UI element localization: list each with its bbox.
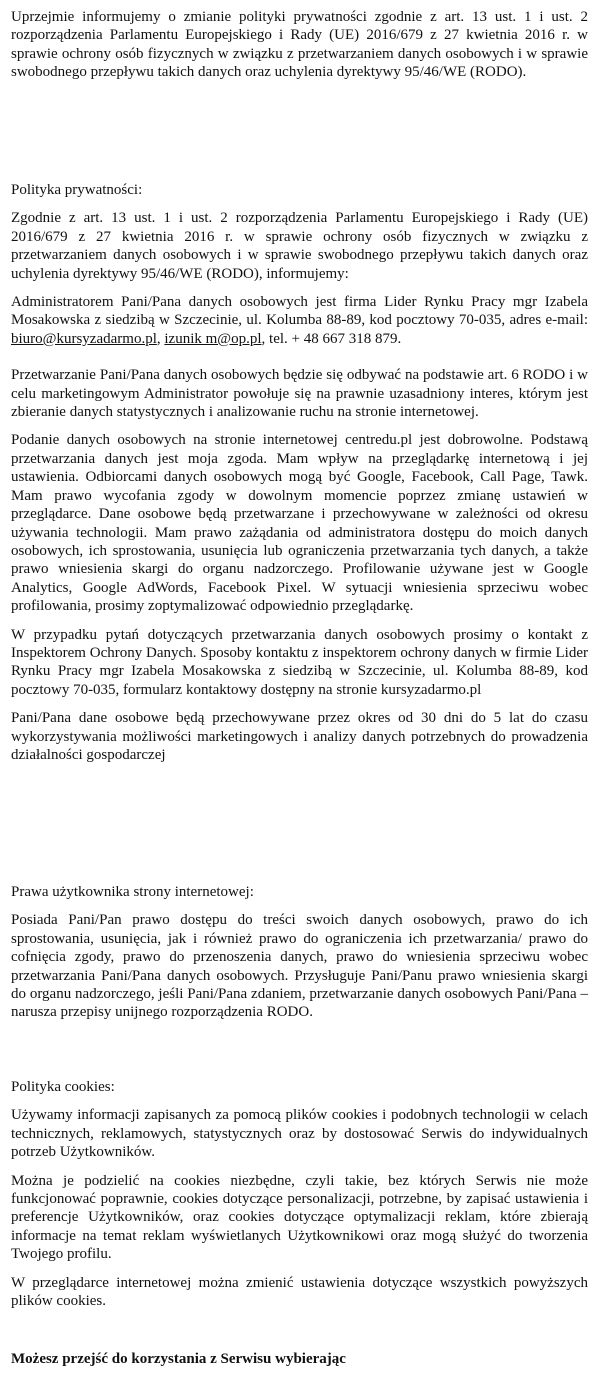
intro-paragraph: Uprzejmie informujemy o zmianie polityki prywatności zgodnie z art. 13 ust. 1 i ust. 2 rozporządzenia Parlamentu Europejskiego i Rady (UE) 2016/679 z 27 kwietnia 2016 r. w sprawie ochrony osób fizycznych w związku z przetwarzaniem danych osobowych i w sprawie swobodnego przepływu takich danych oraz uchylenia dyrektywy 95/46/WE (RODO).: [11, 9, 588, 81]
service-access-note: Możesz przejść do korzystania z Serwisu wybierając: [11, 1351, 346, 1367]
cookies-section: [11, 1078, 588, 1320]
cookies-types-paragraph: Można je podzielić na cookies niezbędne, czyli takie, bez których Serwis nie może funkcjonować poprawnie, cookies dotyczące personalizacji, potrzebne, by zapisać ustawienia i preferencje Użytkowników, oraz cookies dotyczące optymalizacji reklam, które zbierają informacje na temat reklam wyświetlanych Użytkownikowi oraz mogą służyć do tworzenia Twojego profilu.: [11, 1172, 588, 1263]
cookies-heading: Polityka cookies:: [11, 1079, 115, 1095]
email-link-biuro[interactable]: biuro@kursyzadarmo.pl: [11, 330, 157, 347]
user-rights-heading: Prawa użytkownika strony internetowej:: [11, 884, 254, 900]
privacy-retention-paragraph: Pani/Pana dane osobowe będą przechowywane przez okres od 30 dni do 5 lat do czasu wykorzystywania możliwości marketingowych i analizy danych potrzebnych do prowadzenia działalności gospodarczej: [11, 710, 588, 763]
user-rights-paragraph: Posiada Pani/Pan prawo dostępu do treści swoich danych osobowych, prawo do ich sprostowania, usunięcia, jak i również prawo do ograniczenia ich przetwarzania/ prawo do cofnięcia zgody, prawo do przenoszenia danych, prawo do wniesienia sprzeciwu wobec przetwarzania Pani/Pana danych osobowych. Przysługuje Pani/Panu prawo wniesienia skargi do organu nadzorczego, jeśli Pani/Pana zdaniem, przetwarzanie danych osobowych Pani/Pana – narusza przepisy unijnego rozporządzenia RODO.: [11, 912, 588, 1021]
privacy-contact-paragraph: W przypadku pytań dotyczących przetwarzania danych osobowych prosimy o kontakt z Inspektorem Ochrony Danych. Sposoby kontaktu z inspektorem ochrony danych w firmie Lider Rynku Pracy mgr Izabela Mosakowska z siedzibą w Szczecinie, ul. Kolumba 88-89, kod pocztowy 70-035, formularz kontaktowy dostępny na stronie kursyzadarmo.pl: [11, 626, 588, 698]
email-link-izunik[interactable]: izunik m@op.pl: [164, 330, 262, 347]
user-rights-section: [11, 883, 588, 1032]
cookies-settings-paragraph: W przeglądarce internetowej można zmienić ustawienia dotyczące wszystkich powyższych plików cookies.: [11, 1274, 588, 1310]
privacy-processing-paragraph: Przetwarzanie Pani/Pana danych osobowych będzie się odbywać na podstawie art. 6 RODO i w celu marketingowym Administrator powołuje się na prawnie uzasadniony interes, którym jest zbieranie danych statystycznych i analizowanie ruchu na stronie internetowej.: [11, 367, 588, 421]
privacy-policy-section: [11, 181, 588, 774]
privacy-administrator-paragraph: Administratorem Pani/Pana danych osobowych jest firma Lider Rynku Pracy mgr Izabela Mosakowska z siedzibą w Szczecinie, ul. Kolumba 88-89, kod pocztowy 70-035, adres e-mail: biuro@kursyzadarmo.pl, izunik m@op.pl, tel. + 48 667 318 879.: [11, 294, 588, 347]
privacy-policy-heading: Polityka prywatności:: [11, 182, 143, 198]
privacy-consent-paragraph: Podanie danych osobowych na stronie internetowej centredu.pl jest dobrowolne. Podstawą przetwarzania danych jest moja zgoda. Mam wpływ na przeglądarkę internetową i jej ustawienia. Odbiorcami danych osobowych mogą być Google, Facebook, Call Page, Tawk. Mam prawo wycofania zgody w dowolnym momencie poprzez zmianę ustawień w przeglądarce. Dane osobowe będą przetwarzane i przechowywane w zależności od okresu używania technologii. Mam prawo zażądania od administratora dostępu do moich danych osobowych, ich sprostowania, usunięcia lub ograniczenia przetwarzania tych danych, a także prawo wniesienia skargi do organu nadzorczego. Profilowanie używane jest w Google Analytics, Google AdWords, Facebook Pixel. W sytuacji wniesienia sprzeciwu wobec profilowania, prosimy zoptymalizować odpowiednio przeglądarkę.: [11, 432, 588, 615]
administrator-text: Administratorem Pani/Pana danych osobowych jest firma Lider Rynku Pracy mgr Izabela Mosakowska z siedzibą w Szczecinie, ul. Kolumba 88-89, kod pocztowy 70-035, adres e-mail:: [11, 294, 588, 329]
privacy-legal-basis-paragraph: Zgodnie z art. 13 ust. 1 i ust. 2 rozporządzenia Parlamentu Europejskiego i Rady (UE) 2016/679 z 27 kwietnia 2016 r. w sprawie ochrony osób fizycznych w związku z przetwarzaniem danych osobowych i w sprawie swobodnego przepływu takich danych oraz uchylenia dyrektywy 95/46/WE (RODO), informujemy:: [11, 210, 588, 282]
cookies-purpose-paragraph: Używamy informacji zapisanych za pomocą plików cookies i podobnych technologii w celach technicznych, reklamowych, statystycznych oraz by dostosować Serwis do indywidualnych potrzeb Użytkowników.: [11, 1107, 588, 1161]
phone-text: tel. + 48 667 318 879.: [269, 330, 402, 347]
